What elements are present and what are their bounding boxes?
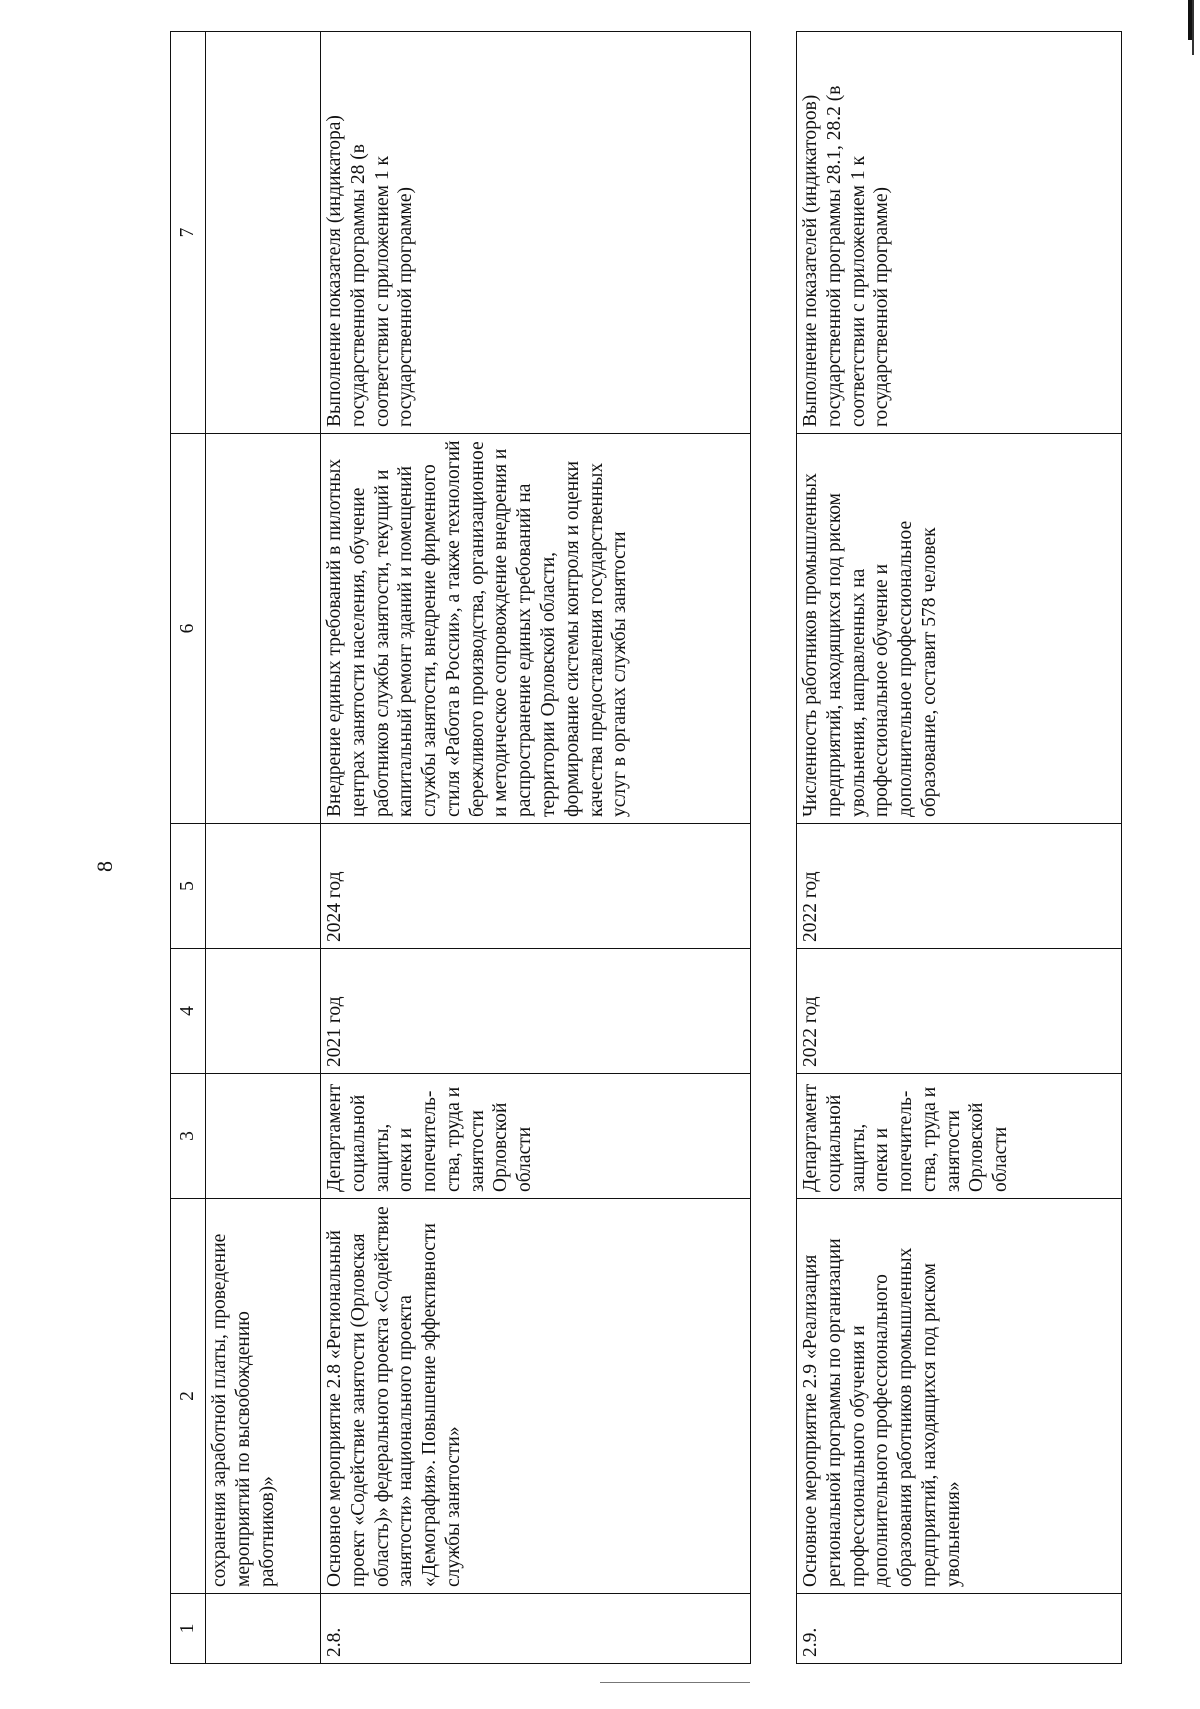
start-year — [206, 949, 321, 1074]
footer-rule — [600, 1682, 750, 1683]
table-row — [797, 32, 1122, 1664]
expected-result: Внедрение единых требований в пилотных центрах занятости населения, обучение работников службы занятости, текущий и капитальный ремонт зданий и помещений службы занятости, внедрение фирменного стиля «Работа в России», а также технологий бережливого производства, организационное и методическое сопровождение внедрения и распространение единых требований на территории Орловской области, формирование системы контроля и оценки качества предоставления государственных услуг в органах службы занятости — [321, 434, 751, 824]
rotated-table-container — [170, 32, 1105, 1664]
table-row — [321, 32, 751, 1664]
indicator-link: Выполнение показателя (индикатора) государственной программы 28 (в соответствии с приложением 1 к государственной программе) — [321, 32, 751, 434]
header-cell-1: 1 — [171, 1594, 206, 1664]
measure-name: сохранения заработной платы, проведение мероприятий по высвобождению работников)» — [206, 1199, 321, 1594]
indicator-link: Выполнение показателей (индикаторов) государственной программы 28.1, 28.2 (в соответствии с приложением 1 к государственной программе) — [797, 32, 1122, 434]
measure-name: Основное мероприятие 2.9 «Реализация региональной программы по организации профессионального обучения и дополнительного профессионального образования работников промышленных предприятий, находящихся под риском увольнения» — [797, 1199, 1122, 1594]
expected-result: Численность работников промышленных предприятий, находящихся под риском увольнения, направленных на профессиональное обучение и дополнительное профессиональное образование, составит 578 человек — [797, 434, 1122, 824]
row-number — [206, 1594, 321, 1664]
executor — [206, 1074, 321, 1199]
start-year: 2021 год — [321, 949, 751, 1074]
executor: Департамент социальной защиты, опеки и попечитель-ства, труда и занятости Орловской области — [321, 1074, 751, 1199]
executor: Департамент социальной защиты, опеки и попечитель-ства, труда и занятости Орловской области — [797, 1074, 1122, 1199]
row-number: 2.8. — [321, 1594, 751, 1664]
row-number: 2.9. — [797, 1594, 1122, 1664]
end-year: 2022 год — [797, 824, 1122, 949]
expected-result — [206, 434, 321, 824]
header-cell-7: 7 — [171, 32, 206, 434]
end-year — [206, 824, 321, 949]
indicator-link — [206, 32, 321, 434]
scan-edge-mark-thin — [1192, 0, 1194, 55]
header-cell-5: 5 — [171, 824, 206, 949]
end-year: 2024 год — [321, 824, 751, 949]
start-year: 2022 год — [797, 949, 1122, 1074]
header-cell-3: 3 — [171, 1074, 206, 1199]
measure-name: Основное мероприятие 2.8 «Региональный проект «Содействие занятости (Орловская область)» федерального проекта «Содействие занятости» национального проекта «Демография». Повышение эффективности службы занятости» — [321, 1199, 751, 1594]
header-cell-2: 2 — [171, 1199, 206, 1594]
table-row — [206, 32, 321, 1664]
page-number: 8 — [92, 861, 117, 872]
header-row — [171, 32, 206, 1664]
measures-table — [170, 31, 1122, 1664]
header-cell-6: 6 — [171, 434, 206, 824]
row-gap — [751, 32, 797, 1664]
row-gap-cell — [751, 32, 797, 1664]
header-cell-4: 4 — [171, 949, 206, 1074]
